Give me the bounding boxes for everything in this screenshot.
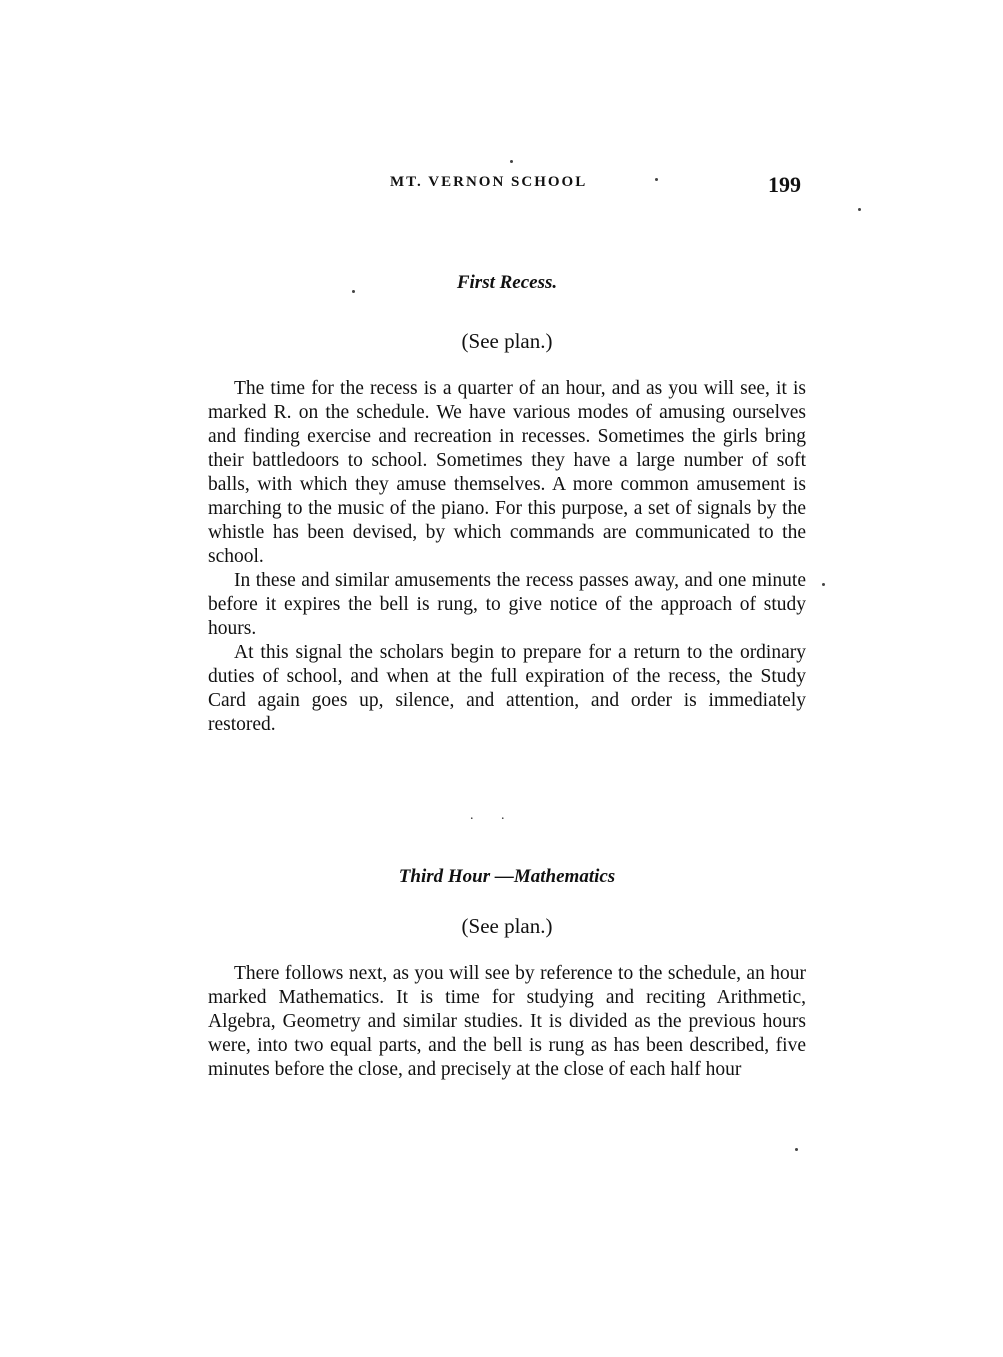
running-title: MT. VERNON SCHOOL [390,174,588,190]
section-note: (See plan.) [461,914,553,938]
section-note: (See plan.) [461,329,553,353]
page-number: 199 [768,172,801,197]
scan-speck [858,208,861,211]
section-divider: . . [470,808,517,823]
paragraph: At this signal the scholars begin to prepare for a return to the ordinary duties of school, and when at the full expiration of the recess, the Study Card again goes up, silence, and attention, and order is immediately restored. [208,642,806,735]
section-title-first-recess: First Recess. [456,272,558,293]
section-body-third-hour [208,962,806,1082]
paragraph: There follows next, as you will see by reference to the schedule, an hour marked Mathematics. It is time for studying and reciting Arithmetic, Algebra, Geometry and similar studies. It is divided as the previous hours were, into two equal parts, and the bell is rung as has been described, five minutes before the close, and precisely at the close of each half hour [208,963,806,1080]
scan-speck [510,160,513,163]
scan-speck [655,178,658,181]
scan-speck [795,1148,798,1151]
section-title-third-hour: Third Hour —Mathematics [398,866,616,887]
section-body-first-recess [208,377,806,737]
paragraph: The time for the recess is a quarter of an hour, and as you will see, it is marked R. on the schedule. We have various modes of amusing ourselves and finding exercise and recreation in recesses. Sometimes the girls bring their battledoors to school. Sometimes they have a large number of soft balls, with which they amuse themselves. A more common amusement is marching to the music of the piano. For this purpose, a set of signals by the whistle has been devised, by which commands are communicated to the school. [208,378,806,567]
paragraph: In these and similar amusements the recess passes away, and one minute before it expires the bell is rung, to give notice of the approach of study hours. [208,570,806,639]
scan-speck [352,290,355,293]
scan-speck [822,583,825,586]
